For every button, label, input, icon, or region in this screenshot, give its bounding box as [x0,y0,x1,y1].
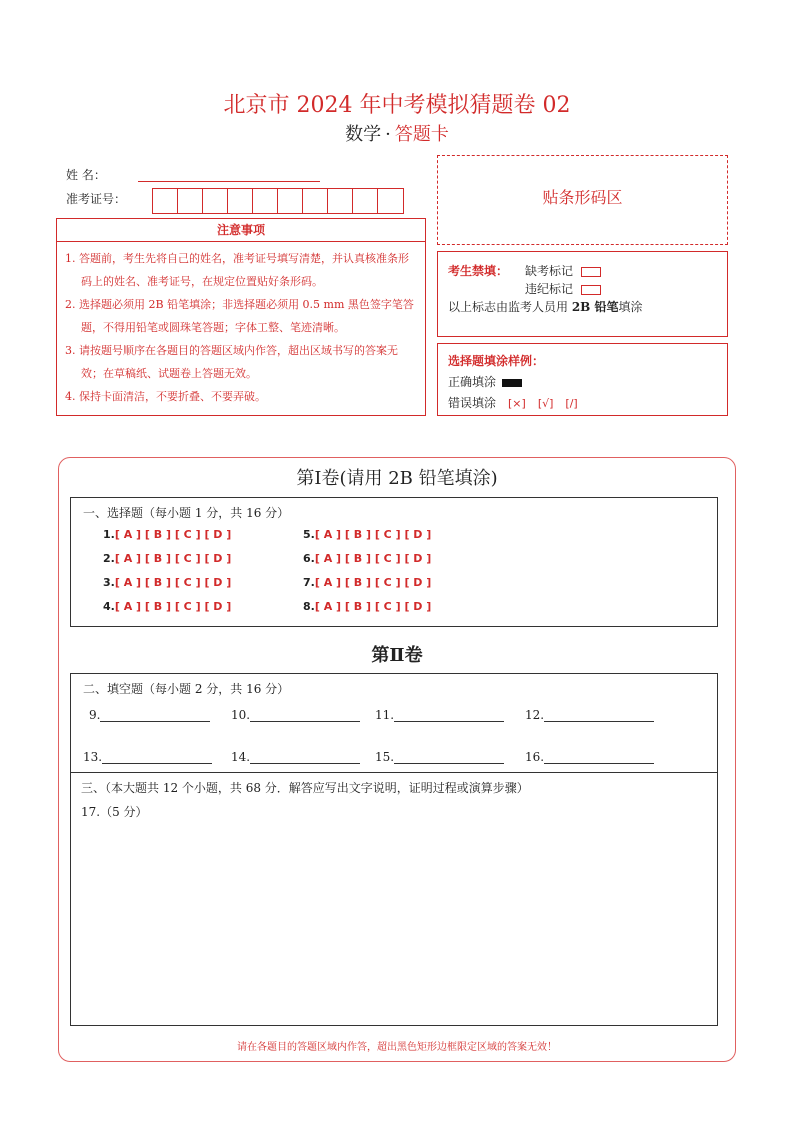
blank-line[interactable] [394,709,504,722]
blank-num: 9. [89,708,101,722]
forbid-title: 考生禁填： [448,264,509,278]
q-num: 2. [103,552,115,565]
notice-item: 2. 选择题必须用 2B 铅笔填涂；非选择题必须用 0.5 mm 黑色签字笔答题，不得用铅笔或圆珠笔答题；字体工整、笔迹清晰。 [65,298,414,334]
blank-num: 15. [375,750,395,764]
q-options[interactable]: [ A ] [ B ] [ C ] [ D ] [114,600,232,613]
mcq-row[interactable] [103,552,231,565]
q-options[interactable]: [ A ] [ B ] [ C ] [ D ] [114,576,232,589]
id-cell[interactable] [328,189,353,213]
solve-header: 三、（本大题共 12 个小题，共 68 分．解答应写出文字说明，证明过程或演算步骤） [81,781,529,795]
blank-16[interactable] [525,750,654,764]
notice-item: 1. 答题前，考生先将自己的姓名，准考证号填写清楚，并认真核准条形码上的姓名、准考证号，在规定位置贴好条形码。 [65,252,409,288]
wrong-label: 错误填涂 [448,396,497,410]
id-cell[interactable] [203,189,228,213]
correct-label: 正确填涂 [448,375,497,389]
mcq-row[interactable] [103,528,231,541]
blank-line[interactable] [100,709,210,722]
blank-line[interactable] [394,751,504,764]
q-num: 1. [103,528,115,541]
footer-warning: 请在各题目的答题区域内作答，超出黑色矩形边框限定区域的答案无效！ [237,1042,557,1053]
notice-box [56,218,426,416]
question-17-label: 17.（5 分） [81,805,148,819]
blank-15[interactable] [375,750,504,764]
absent-label: 缺考标记 [525,264,574,278]
blank-num: 11. [375,708,395,722]
blank-11[interactable] [375,708,504,722]
id-cell[interactable] [353,189,378,213]
forbid-box [437,251,728,337]
mcq-row[interactable] [303,552,431,565]
id-cell[interactable] [278,189,303,213]
blank-line[interactable] [250,709,360,722]
q-options[interactable]: [ A ] [ B ] [ C ] [ D ] [314,552,432,565]
mcq-header: 一、选择题（每小题 1 分，共 16 分） [83,506,290,520]
blank-num: 13. [83,750,103,764]
blank-14[interactable] [231,750,360,764]
blank-line[interactable] [250,751,360,764]
id-cell[interactable] [228,189,253,213]
q-options[interactable]: [ A ] [ B ] [ C ] [ D ] [314,576,432,589]
absent-mark-box[interactable] [581,267,601,277]
q-num: 5. [303,528,315,541]
barcode-area: 贴条形码区 [437,155,728,245]
blank-13[interactable] [83,750,212,764]
exam-subtitle [0,120,794,146]
notice-item: 3. 请按题号顺序在各题目的答题区域内作答，超出区域书写的答案无效；在草稿纸、试题卷上答题无效。 [65,344,398,380]
mcq-section [70,497,718,627]
id-cell[interactable] [378,189,403,213]
mcq-row[interactable] [103,576,231,589]
absent-mark-row [525,262,601,279]
blank-line[interactable] [102,751,212,764]
note-pre: 以上标志由监考人员用 [448,300,572,314]
blank-num: 10. [231,708,251,722]
part2-title: 第Ⅱ卷 [371,645,423,666]
filled-mark-icon [502,379,522,387]
q-num: 7. [303,576,315,589]
id-cell[interactable] [303,189,328,213]
q-options[interactable]: [ A ] [ B ] [ C ] [ D ] [114,528,232,541]
blank-line[interactable] [544,751,654,764]
correct-row [448,373,522,390]
wrong-row [448,394,578,411]
blank-num: 16. [525,750,545,764]
violation-mark-box[interactable] [581,285,601,295]
wrong-mark-slash: [/] [565,397,578,410]
notice-item: 4. 保持卡面清洁，不要折叠、不要弄破。 [65,390,266,403]
name-field[interactable] [138,180,320,182]
q-options[interactable]: [ A ] [ B ] [ C ] [ D ] [314,600,432,613]
fill-header: 二、填空题（每小题 2 分，共 16 分） [83,682,290,696]
forbid-note [448,298,643,315]
sample-box [437,343,728,416]
blank-9[interactable] [89,708,210,722]
sample-title: 选择题填涂样例： [448,354,545,368]
q-num: 6. [303,552,315,565]
violation-label: 违纪标记 [525,282,574,296]
subject-label: 数学 [345,124,382,145]
part1-title: 第Ⅰ卷(请用 2B 铅笔填涂) [296,468,498,489]
wrong-mark-check: [√] [537,397,554,410]
q-num: 8. [303,600,315,613]
solve-section[interactable] [70,772,718,1026]
exam-title: 北京市 2024 年中考模拟猜题卷 02 [223,93,571,118]
mcq-row[interactable] [303,576,431,589]
name-label: 姓 名： [66,168,106,182]
q-options[interactable]: [ A ] [ B ] [ C ] [ D ] [114,552,232,565]
blank-num: 14. [231,750,251,764]
q-num: 3. [103,576,115,589]
id-cell[interactable] [178,189,203,213]
blank-num: 12. [525,708,545,722]
note-bold: 2B 铅笔 [571,300,619,314]
blank-10[interactable] [231,708,360,722]
violation-mark-row [525,280,601,297]
exam-id-boxes[interactable] [152,188,404,214]
notice-list [65,247,417,408]
notice-title: 注意事项 [57,219,425,242]
fill-section [70,673,718,773]
blank-12[interactable] [525,708,654,722]
mcq-row[interactable] [303,600,431,613]
wrong-mark-cross: [×] [508,397,526,410]
card-label: 答题卡 [394,124,449,145]
id-cell[interactable] [253,189,278,213]
note-post: 填涂 [618,300,643,314]
q-num: 4. [103,600,115,613]
exam-id-label: 准考证号： [66,192,127,206]
subtitle-dot: · [385,124,391,145]
q-options[interactable]: [ A ] [ B ] [ C ] [ D ] [314,528,432,541]
mcq-row[interactable] [303,528,431,541]
id-cell[interactable] [153,189,178,213]
blank-line[interactable] [544,709,654,722]
mcq-row[interactable] [103,600,231,613]
